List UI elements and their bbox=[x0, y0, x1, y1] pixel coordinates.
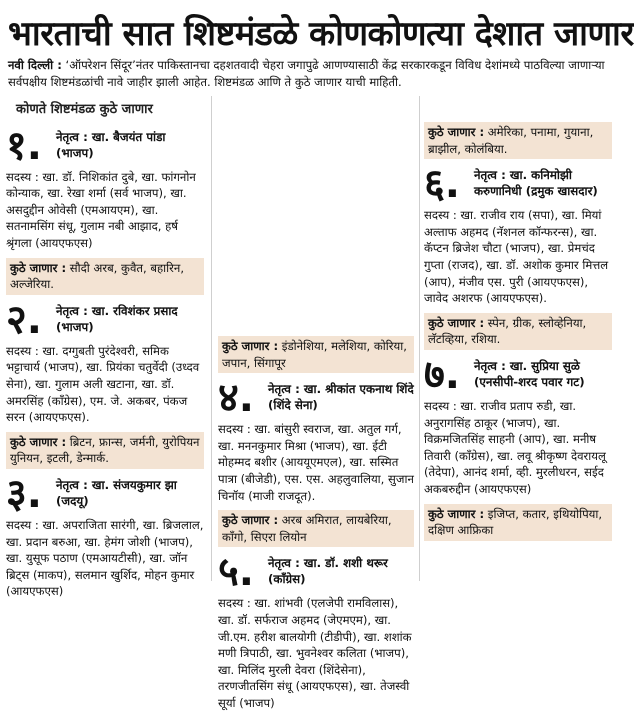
destination-countries: सौदी अरब, कुवैत, बहारिन, अल्जेरिया. bbox=[10, 260, 185, 292]
delegation-number: ३. bbox=[6, 470, 42, 517]
destination-countries: इजिप्त, कतार, इथियोपिया, दक्षिण आफ्रिका bbox=[428, 506, 603, 538]
delegation-members: सदस्य : खा. शांभवी (एलजेपी रामविलास), खा. डॉ. सर्फराज अहमद (जेएमएम), खा. जी.एम. हरीश बालयोगी (टीडीपी), खा. शशांक मणी त्रिपाठी, खा. भुवनेश्वर कलिता (भाजप), खा. मिलिंद मुरली देवरा (शिंदेसेना), तरणजीतसिंग संधू (आयएफएस), खा. तेजस्वी सूर्या (भाजप) bbox=[218, 596, 412, 710]
delegation-number: १. bbox=[6, 122, 42, 169]
delegation-members: सदस्य : खा. राजीव राय (सपा), खा. मियां अल्ताफ अहमद (नॅशनल कॉन्फरन्स), खा. कॅप्टन ब्रिजेश चौटा (भाजप), खा. प्रेमचंद गुप्ता (राजद), खा. डॉ. अशोक कुमार मित्तल (आप), मंजीव एस. पुरी (आयएफएस), जावेद अशरफ (आयएफएस). bbox=[424, 208, 609, 306]
destination-countries: स्पेन, ग्रीक, स्लोव्हेनिया, लॅटव्हिया, रशिया. bbox=[428, 315, 587, 347]
delegation-6 bbox=[424, 161, 612, 350]
delegation-destination bbox=[424, 504, 612, 541]
delegation-leader: नेतृत्व : खा. रविशंकर प्रसाद (भाजप) bbox=[56, 303, 178, 334]
delegation-leader: नेतृत्व : खा. श्रीकांत एकनाथ शिंदे (शिंदे सेना) bbox=[268, 382, 414, 413]
column-divider bbox=[419, 96, 420, 581]
destination-countries: अमेरिका, पनामा, गुयाना, ब्राझील, कोलंबिया. bbox=[428, 125, 594, 156]
column-3 bbox=[424, 96, 612, 545]
column-2 bbox=[218, 96, 414, 712]
destination-countries: अरब अमिरात, लायबेरिया, कॉंगो, सिएरा लियोन bbox=[222, 513, 392, 544]
delegation-7 bbox=[424, 351, 612, 541]
delegation-number: ६. bbox=[424, 161, 460, 208]
delegation-destination bbox=[218, 336, 414, 373]
destination-label: कुठे जाणार : bbox=[428, 125, 485, 139]
delegation-2 bbox=[6, 296, 204, 469]
destination-label: कुठे जाणार : bbox=[10, 260, 67, 275]
delegation-members: सदस्य : खा. राजीव प्रताप रुडी, खा. अनुरागसिंह ठाकूर (भाजप), खा. विक्रमजितसिंह साहनी (आप), खा. मनीष तिवारी (कॉंग्रेस), खा. लवू श्रीकृष्ण देवरायलू (तेदेपा), आनंद शर्मा, व्ही. मुरलीधरन, सईद अकबरुद्दीन (आयएफएस) bbox=[424, 398, 606, 496]
delegation-number: ७. bbox=[424, 351, 460, 398]
headline: भारताची सात शिष्टमंडळे कोणकोणत्या देशात जाणार bbox=[8, 14, 634, 54]
section-heading: कोणते शिष्टमंडळ कुठे जाणार bbox=[16, 102, 153, 117]
destination-label: कुठे जाणार : bbox=[428, 315, 485, 330]
delegation-3 bbox=[6, 470, 204, 600]
delegation-leader: नेतृत्व : खा. बैजयंत पांडा (भाजप) bbox=[56, 129, 166, 160]
intro-paragraph bbox=[8, 57, 612, 91]
delegation-leader: नेतृत्व : खा. कनिमोझी करुणानिधी (द्रमुक खासदार) bbox=[474, 168, 598, 199]
destination-label: कुठे जाणार : bbox=[428, 506, 485, 521]
delegation-members: सदस्य : खा. अपराजिता सारंगी, खा. ब्रिजलाल, खा. प्रदान बरुआ, खा. हेमंग जोशी (भाजप), खा. युसूफ पठाण (एमआयटीसी), खा. जॉन ब्रिट्स (माकप), सलमान खुर्शिद, मोहन कुमार (आयएफएस) bbox=[6, 517, 204, 599]
destination-countries: ब्रिटन, फ्रान्स, जर्मनी, युरोपियन युनियन, इटली, डेन्मार्क. bbox=[10, 434, 200, 466]
delegation-number: ४. bbox=[218, 375, 254, 422]
delegation-leader: नेतृत्व : खा. सुप्रिया सुळे (एनसीपी-शरद पवार गट) bbox=[474, 358, 585, 389]
delegation-1 bbox=[6, 122, 204, 295]
delegation-members: सदस्य : खा. दग्गुबती पुरंदेश्वरी, समिक भट्टाचार्य (भाजप), खा. प्रियंका चतुर्वेदी (उध्दव सेना), खा. गुलाम अली खटाना, खा. डॉ. अमरसिंह (कॉंग्रेस), एम. जे. अकबर, पंकज सरन (आयएफएस). bbox=[6, 343, 200, 425]
delegation-members: सदस्य : खा. डॉ. निशिकांत दुबे, खा. फांगनोन कोन्याक, खा. रेखा शर्मा (सर्व भाजप), खा. असदुद्दीन ओवेसी (एमआयएम), खा. सतनामसिंग संधू, गुलाम नबी आझाद, हर्ष श्रृंगला (आयएफएस) bbox=[6, 169, 196, 250]
destination-countries: इंडोनेशिया, मलेशिया, कोरिया, जपान, सिंगापूर bbox=[222, 339, 407, 370]
delegation-5 bbox=[218, 549, 414, 711]
delegation-leader: नेतृत्व : खा. डॉ. शशी थरूर (कॉंग्रेस) bbox=[268, 556, 388, 587]
delegation-number: २. bbox=[6, 296, 42, 343]
delegation-destination bbox=[6, 432, 204, 469]
delegation-destination bbox=[218, 510, 414, 547]
destination-label: कुठे जाणार : bbox=[222, 513, 279, 528]
destination-label: कुठे जाणार : bbox=[222, 339, 279, 353]
delegation-number: ५. bbox=[218, 549, 254, 596]
delegation-members: सदस्य : खा. बांसुरी स्वराज, खा. अतुल गर्ग, खा. मननकुमार मिश्रा (भाजप), खा. ईटी मोहम्मद बशीर (आययूएमएल), खा. सस्मित पात्रा (बीजेडी), एस. एस. अहलुवालिया, सुजान चिनॉय (माजी राजदूत). bbox=[218, 422, 414, 503]
delegation-destination bbox=[424, 122, 612, 159]
destination-label: कुठे जाणार : bbox=[10, 434, 67, 449]
delegation-destination bbox=[424, 313, 612, 350]
column-1 bbox=[6, 92, 204, 600]
intro-text: ‘ऑपरेशन सिंदूर’नंतर पाकिस्तानचा दहशतवादी चेहरा जगापुढे आणण्यासाठी केंद्र सरकारकडून विविध देशांमध्ये पाठविल्या जाणाऱ्या सर्वपक्षीय शिष्टमंडळांची नावे जाहीर झाली आहेत. शिष्टमंडळ आणि ते कुठे जाणार याची माहिती. bbox=[8, 58, 605, 89]
delegation-destination bbox=[6, 258, 204, 295]
column-divider bbox=[211, 96, 212, 581]
dateline: नवी दिल्ली : bbox=[8, 58, 62, 72]
delegation-4 bbox=[218, 375, 414, 547]
delegation-leader: नेतृत्व : खा. संजयकुमार झा (जदयू) bbox=[56, 477, 177, 508]
